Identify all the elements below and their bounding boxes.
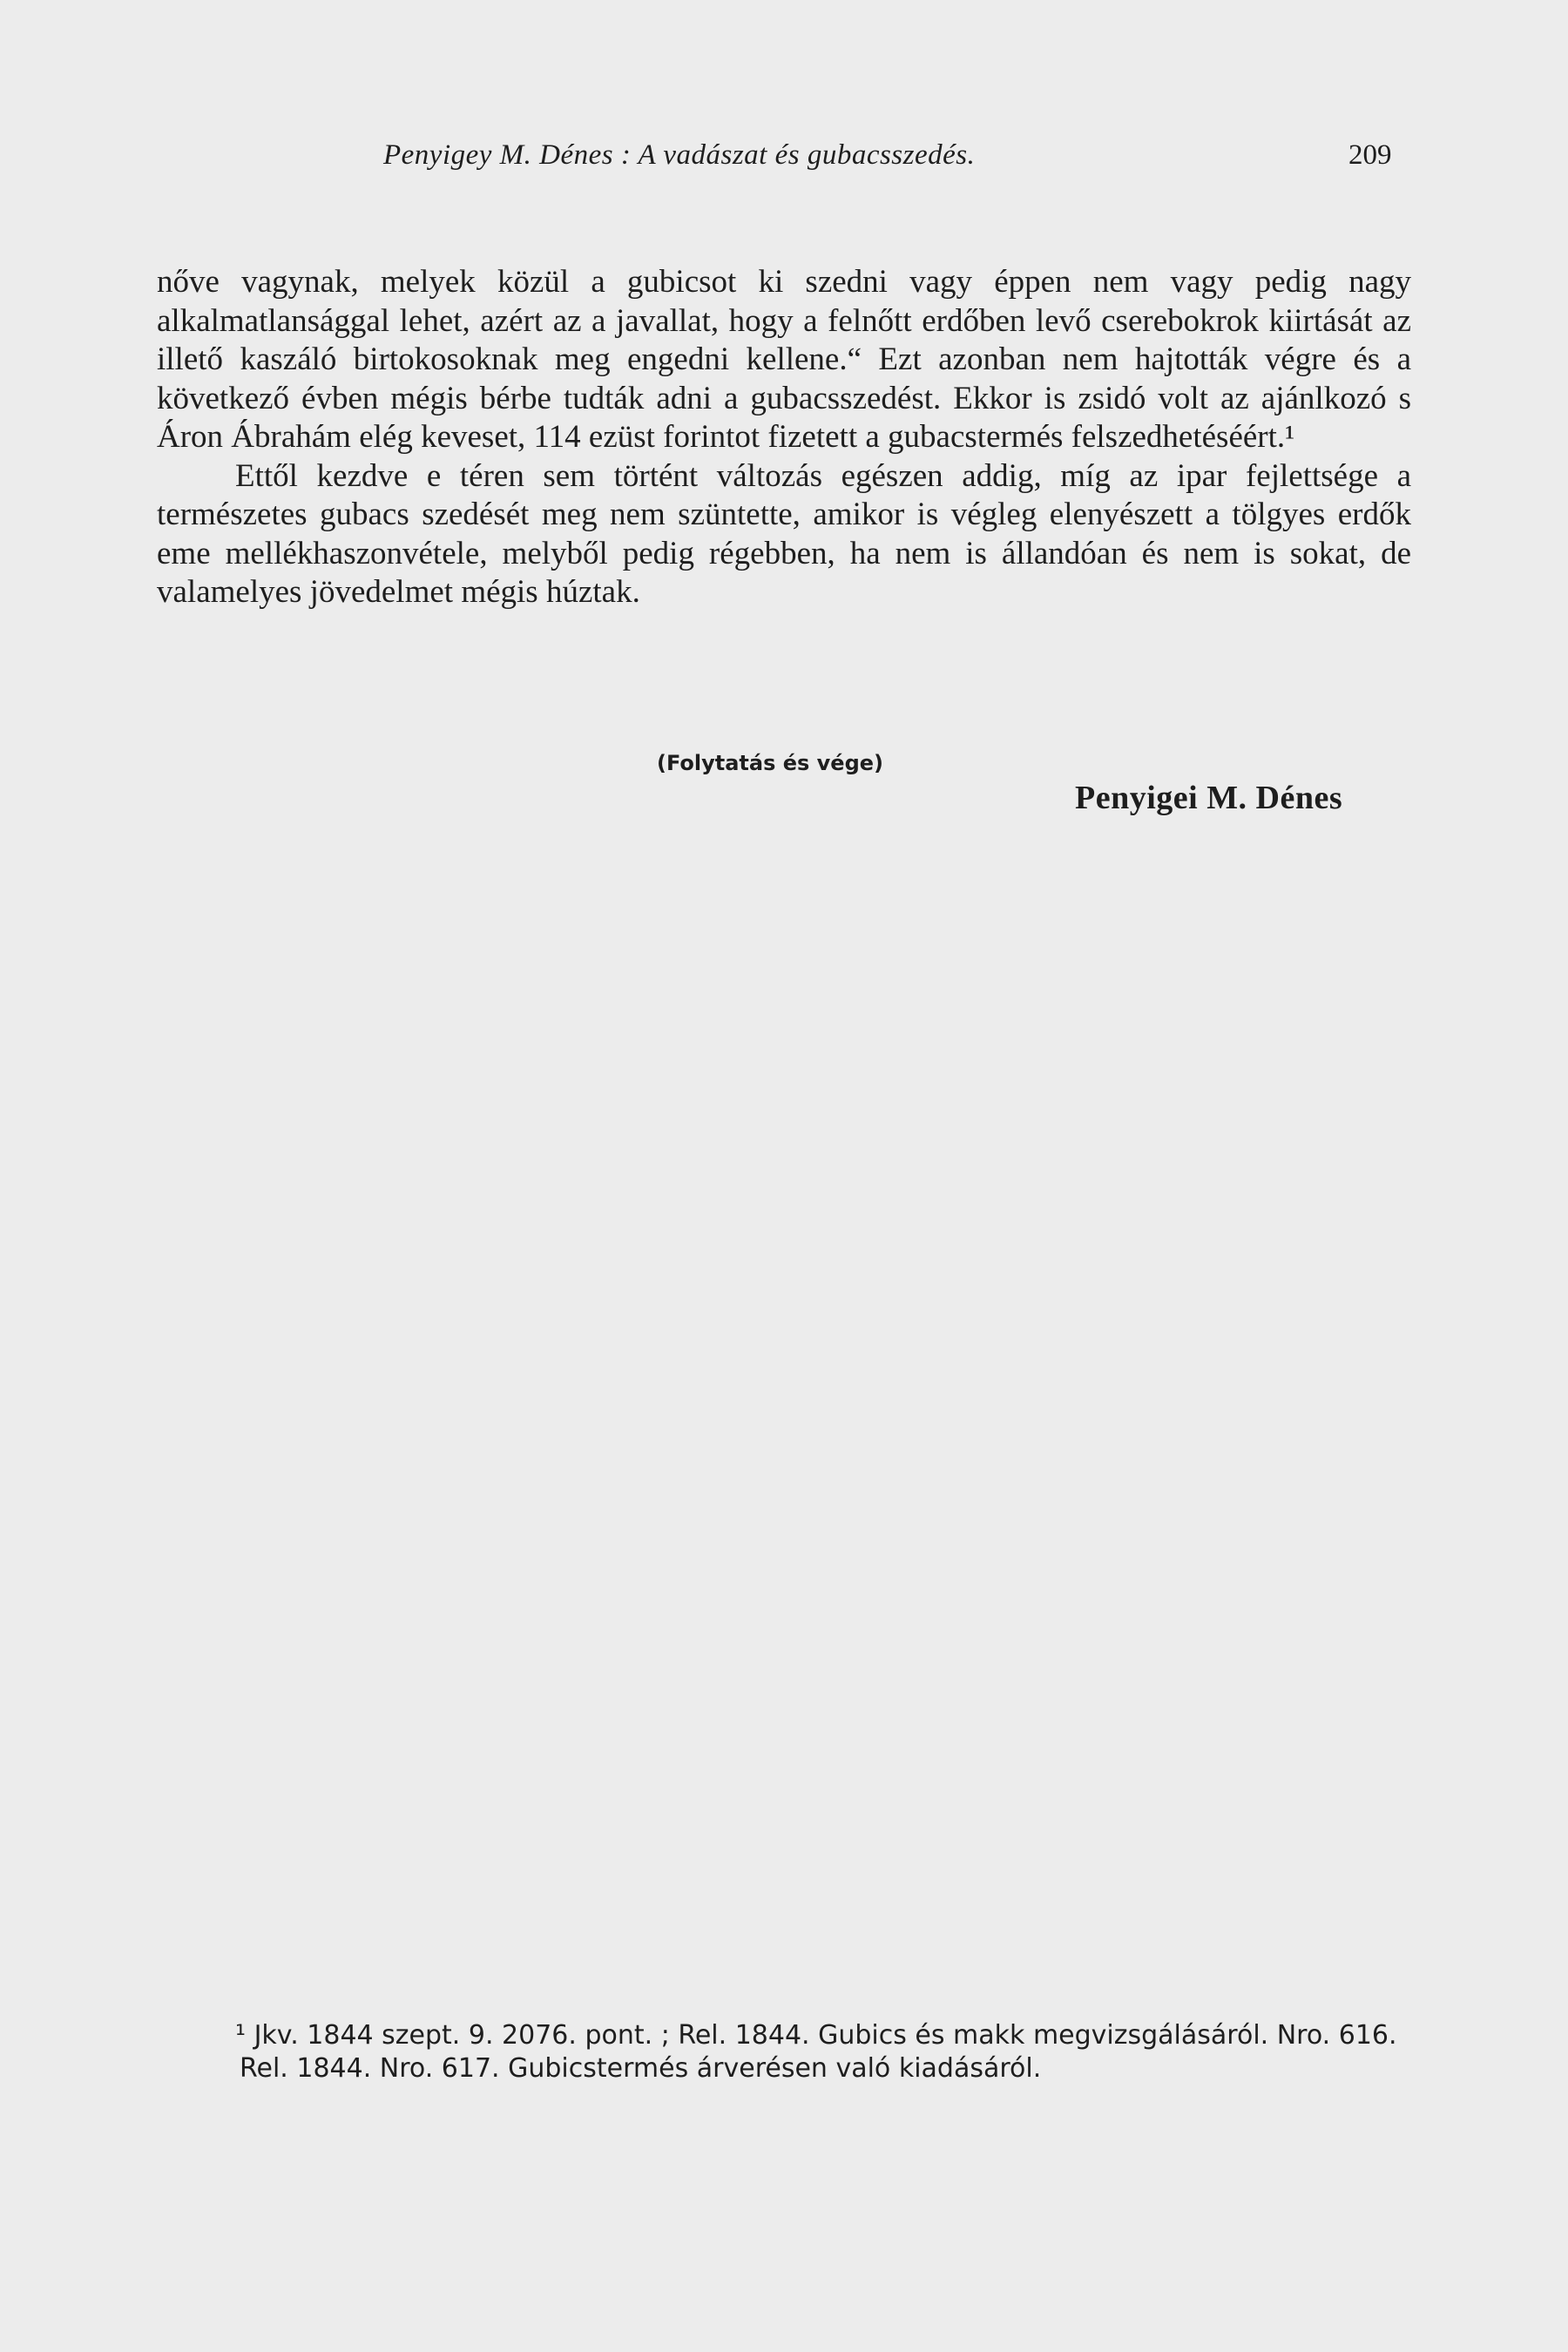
- author-signature: Penyigei M. Dénes: [1075, 780, 1343, 816]
- paragraph-2: Ettől kezdve e téren sem történt változás egészen addig, míg az ipar fejlettsége a természetes gubacs szedését meg nem szüntette, amikor is végleg elenyészett a tölgyes erdők eme mellékhaszonvétele, melyből pedig régebben, ha nem is állandóan és nem is sokat, de valamelyes jövedelmet mégis húztak.: [157, 457, 1411, 610]
- paragraph-1: nőve vagynak, melyek közül a gubicsot ki szedni vagy éppen nem vagy pedig nagy alkalmatlansággal lehet, azért az a javallat, hogy a felnőtt erdőben levő cserebokrok kiirtását az illető kaszáló birtokosoknak meg engedni kellene.“ Ezt azonban nem hajtották végre és a következő évben mégis bérbe tudták adni a gubacsszedést. Ekkor is zsidó volt az ajánlkozó s Áron Ábrahám elég keveset, 114 ezüst forintot fizetett a gubacstermés felszedhetéséért.¹: [157, 264, 1411, 455]
- page-number: 209: [1348, 139, 1392, 171]
- running-title: Penyigey M. Dénes : A vadászat és gubacsszedés.: [383, 139, 976, 171]
- footnote-1: ¹ Jkv. 1844 szept. 9. 2076. pont. ; Rel. 1844. Gubics és makk megvizsgálásáról. Nro. 616.: [235, 2020, 1397, 2051]
- continuation-note: (Folytatás és vége): [657, 751, 883, 775]
- footnotes: [157, 2019, 1418, 2085]
- footnote-2: Rel. 1844. Nro. 617. Gubicstermés árverésen való kiadásáról.: [240, 2053, 1042, 2084]
- body-text: [157, 263, 1411, 612]
